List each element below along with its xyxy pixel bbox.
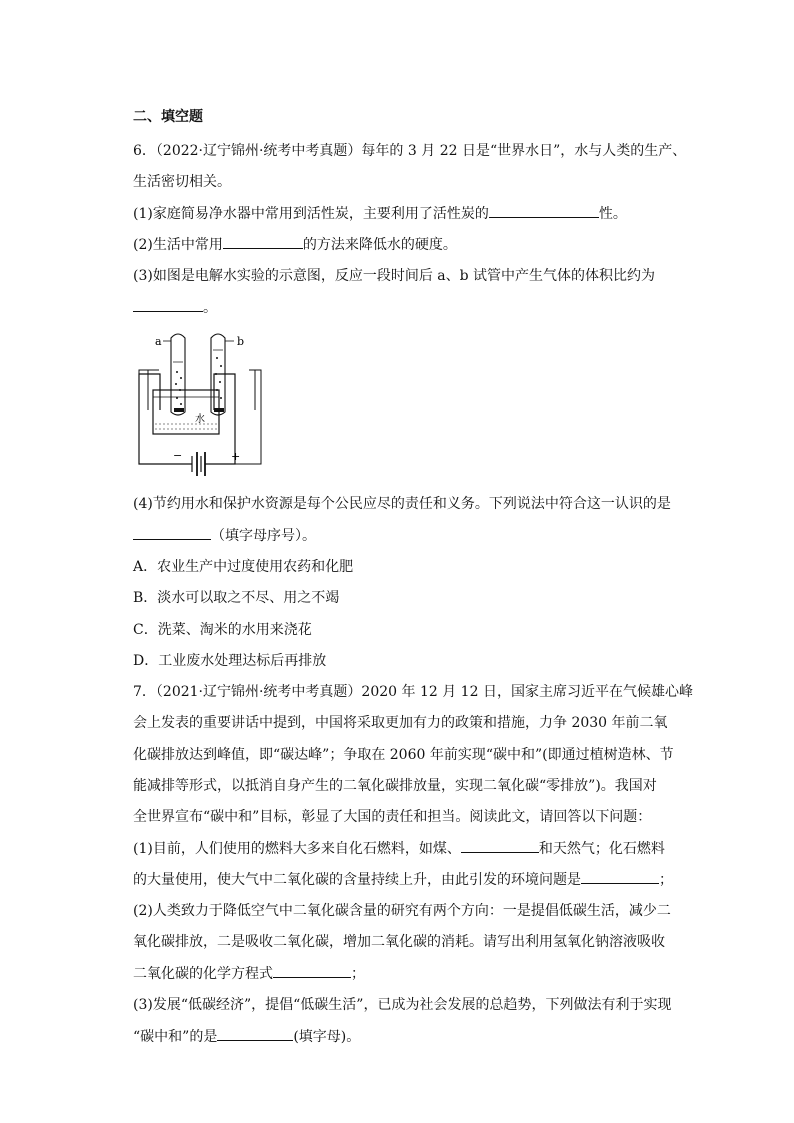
q6-p1-text-b: 性。 xyxy=(598,206,627,222)
q6-p2-blank[interactable] xyxy=(223,234,303,249)
section-heading: 二、填空题 xyxy=(133,109,203,125)
q7-stem-line-4: 能减排等形式，以抵消自身产生的二氧化碳排放量，实现二氧化碳“零排放”)。我国对 xyxy=(133,778,657,794)
q6-p4-blank[interactable] xyxy=(133,525,211,540)
q7-stem-line-2: 会上发表的重要讲话中提到，中国将采取更加有力的政策和措施，力争 2030 年前二氧 xyxy=(133,715,668,731)
q6-part-2 xyxy=(133,234,457,255)
q7-p1-text-a: (1)目前，人们使用的燃料大多来自化石燃料，如煤、 xyxy=(133,841,461,857)
label-b: b xyxy=(237,335,245,348)
q7-p1-text-d: ； xyxy=(659,872,673,888)
q6-p2-text-b: 的方法来降低水的硬度。 xyxy=(302,237,457,253)
q6-part-1 xyxy=(133,203,627,224)
q6-part-3: (3)如图是电解水实验的示意图，反应一段时间后 a、b 试管中产生气体的体积比约为 xyxy=(133,268,656,284)
q6-p1-text-a: (1)家庭简易净水器中常用到活性炭，主要利用了活性炭的 xyxy=(133,206,489,222)
q6-option-a[interactable]: A．农业生产中过度使用农药和化肥 xyxy=(133,559,354,575)
plus-sign: + xyxy=(231,450,241,463)
q7-p2-text-c: 二氧化碳的化学方程式 xyxy=(133,966,273,982)
q6-stem-line-1: 6．（2022·辽宁锦州·统考中考真题）每年的 3 月 22 日是“世界水日”，水与人类的生产、 xyxy=(133,143,687,159)
q7-part-3: (3)发展“低碳经济”，提倡“低碳生活”，已成为社会发展的总趋势，下列做法有利于实现 xyxy=(133,997,672,1013)
q7-p2-blank[interactable] xyxy=(273,963,351,978)
q7-stem-line-5: 全世界宣布“碳中和”目标，彰显了大国的责任和担当。阅读此文，请回答以下问题： xyxy=(133,809,652,825)
q6-stem-line-2: 生活密切相关。 xyxy=(133,174,231,190)
q7-p1-blank-2[interactable] xyxy=(581,869,659,884)
q6-p3-blank[interactable] xyxy=(133,297,203,312)
q6-p3-text-b: 。 xyxy=(203,300,217,316)
q7-part-1-cont xyxy=(133,869,673,890)
q7-part-1 xyxy=(133,838,665,859)
q7-part-3-answer xyxy=(133,1026,360,1047)
electrolysis-diagram xyxy=(133,326,268,481)
q6-part-3-answer xyxy=(133,297,217,318)
q7-part-2-cont: 氧化碳排放，二是吸收二氧化碳，增加二氧化碳的消耗。请写出利用氢氧化钠溶液吸收 xyxy=(133,934,665,950)
q6-part-4-answer xyxy=(133,525,316,546)
q6-option-d[interactable]: D．工业废水处理达标后再排放 xyxy=(133,653,327,669)
q7-part-2-answer xyxy=(133,963,365,984)
q7-p3-text-b: “碳中和”的是 xyxy=(133,1029,218,1045)
q7-stem-line-3: 化碳排放达到峰值，即“碳达峰”；争取在 2060 年前实现“碳中和”(即通过植树造林、节 xyxy=(133,747,674,763)
q7-stem-line-1: 7．（2021·辽宁锦州·统考中考真题）2020 年 12 月 12 日，国家主席习近平在气候雄心峰 xyxy=(133,684,693,700)
q6-p2-text-a: (2)生活中常用 xyxy=(133,237,223,253)
q7-p3-text-c: (填字母)。 xyxy=(293,1029,361,1045)
q7-p1-text-c: 的大量使用，使大气中二氧化碳的含量持续上升，由此引发的环境问题是 xyxy=(133,872,581,888)
q6-p1-blank[interactable] xyxy=(489,203,599,218)
q6-option-c[interactable]: C．洗菜、淘米的水用来浇花 xyxy=(133,622,312,638)
minus-sign: − xyxy=(173,449,183,462)
q7-p3-blank[interactable] xyxy=(217,1026,293,1041)
q6-option-b[interactable]: B．淡水可以取之不尽、用之不竭 xyxy=(133,590,340,606)
q6-part-4: (4)节约用水和保护水资源是每个公民应尽的责任和义务。下列说法中符合这一认识的是 xyxy=(133,496,671,512)
q7-p2-text-d: ； xyxy=(351,966,365,982)
q7-part-2: (2)人类致力于降低空气中二氧化碳含量的研究有两个方向：一是提倡低碳生活，减少二 xyxy=(133,903,671,919)
q6-p4-text-b: （填字母序号）。 xyxy=(211,528,316,544)
water-label: 水 xyxy=(195,414,205,425)
label-a: a xyxy=(155,335,162,348)
q7-p1-blank-1[interactable] xyxy=(461,838,539,853)
q7-p1-text-b: 和天然气；化石燃料 xyxy=(538,841,665,857)
